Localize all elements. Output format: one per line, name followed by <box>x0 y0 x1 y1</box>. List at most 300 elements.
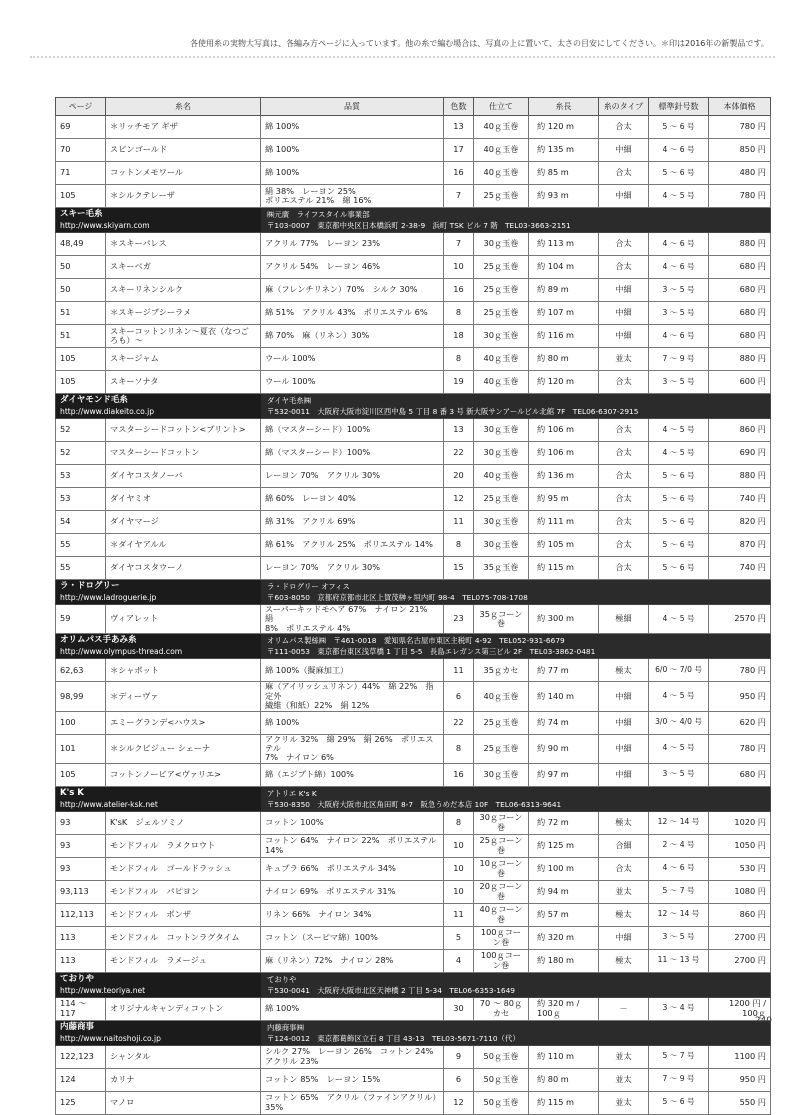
cell-length: 約 100 m <box>529 857 599 880</box>
cell-needle-size: 5 ～ 6 号 <box>649 557 709 580</box>
cell-price: 850 円 <box>709 139 771 162</box>
brand-name-block <box>56 580 261 604</box>
brand-bar <box>56 634 770 658</box>
cell-color-count: 16 <box>444 279 474 302</box>
cell-material: コットン 100% <box>261 811 444 834</box>
brand-url-link[interactable]: http://www.naitoshoji.co.jp <box>60 1033 161 1043</box>
brand-address: 〒530-0041 大阪府大阪市北区天神橋 2 丁目 5-34 TEL06-6353-1649 <box>267 985 516 995</box>
cell-material: アクリル 32% 綿 29% 絹 26% ポリエステル 7% ナイロン 6% <box>261 734 444 763</box>
cell-page: 54 <box>56 511 106 534</box>
cell-length: 約 94 m <box>529 880 599 903</box>
cell-material: 麻（リネン）72% ナイロン 28% <box>261 949 444 972</box>
cell-page: 71 <box>56 162 106 185</box>
cell-yarn-type: 合太 <box>599 488 649 511</box>
cell-yarn-name: ＊スキーパレス <box>106 233 261 256</box>
brand-company: 内藤商事㈱ <box>267 1022 304 1032</box>
table-row <box>56 949 771 972</box>
brand-contact-info <box>261 208 770 232</box>
cell-finish: 30ｇ玉巻 <box>474 511 529 534</box>
brand-bar <box>56 580 770 604</box>
cell-needle-size: 12 ～ 14 号 <box>649 903 709 926</box>
cell-color-count: 10 <box>444 834 474 857</box>
cell-material: 綿 100% <box>261 116 444 139</box>
cell-needle-size: 5 ～ 6 号 <box>649 534 709 557</box>
col-header-page: ページ <box>56 98 106 116</box>
table-row <box>56 233 771 256</box>
cell-color-count: 10 <box>444 857 474 880</box>
table-row <box>56 903 771 926</box>
cell-price: 860 円 <box>709 419 771 442</box>
cell-price: 870 円 <box>709 534 771 557</box>
cell-color-count: 11 <box>444 511 474 534</box>
cell-color-count: 18 <box>444 325 474 348</box>
table-row <box>56 734 771 763</box>
table-body <box>56 116 771 1115</box>
cell-needle-size: 5 ～ 6 号 <box>649 488 709 511</box>
cell-finish: 50ｇ玉巻 <box>474 1068 529 1091</box>
cell-length: 約 107 m <box>529 302 599 325</box>
cell-color-count: 7 <box>444 233 474 256</box>
cell-material: ナイロン 69% ポリエステル 31% <box>261 880 444 903</box>
cell-yarn-type: 中細 <box>599 279 649 302</box>
cell-length: 約 320 m <box>529 926 599 949</box>
cell-color-count: 11 <box>444 903 474 926</box>
cell-finish: 20ｇコーン巻 <box>474 880 529 903</box>
cell-finish: 25ｇ玉巻 <box>474 256 529 279</box>
cell-needle-size: 12 ～ 14 号 <box>649 811 709 834</box>
cell-yarn-name: モンドフィル ゴールドラッシュ <box>106 857 261 880</box>
cell-yarn-type: 中細 <box>599 711 649 734</box>
table-row <box>56 465 771 488</box>
brand-company: ダイヤ毛糸㈱ <box>267 396 312 405</box>
cell-material: 綿（マスターシード）100% <box>261 442 444 465</box>
cell-length: 約 77 m <box>529 659 599 682</box>
brand-contact-info <box>261 394 770 418</box>
table-row <box>56 279 771 302</box>
brand-address: 〒111-0053 東京都台東区浅草橋 1 丁目 5-5 長島エレガンス第三ビル 2F TEL03-3862-0481 <box>267 647 596 657</box>
cell-needle-size: 3 ～ 4 号 <box>649 997 709 1020</box>
cell-yarn-type: 極太 <box>599 811 649 834</box>
cell-price: 950 円 <box>709 1068 771 1091</box>
cell-page: 125 <box>56 1091 106 1114</box>
cell-length: 約 74 m <box>529 711 599 734</box>
cell-color-count: 10 <box>444 256 474 279</box>
cell-needle-size: 5 ～ 6 号 <box>649 116 709 139</box>
cell-page: 93,113 <box>56 880 106 903</box>
cell-yarn-name: エミーグランデ<ハウス> <box>106 711 261 734</box>
cell-finish: 40ｇ玉巻 <box>474 162 529 185</box>
cell-length: 約 85 m <box>529 162 599 185</box>
cell-length: 約 115 m <box>529 1091 599 1114</box>
cell-yarn-type: 合太 <box>599 256 649 279</box>
brand-url-link[interactable]: http://www.ladroguerie.jp <box>60 593 157 602</box>
table-row <box>56 1091 771 1114</box>
cell-length: 約 113 m <box>529 233 599 256</box>
table-row <box>56 1068 771 1091</box>
cell-yarn-name: ＊ディーヴァ <box>106 682 261 711</box>
table-row <box>56 139 771 162</box>
cell-needle-size: 7 ～ 9 号 <box>649 348 709 371</box>
brand-company: オリムパス製絲㈱ 〒461-0018 愛知県名古屋市東区主税町 4-92 TEL052-931-6679 <box>267 636 565 646</box>
brand-name-block <box>56 973 261 997</box>
cell-yarn-name: スキーコットンリネン～夏衣（なつごろも）～ <box>106 325 261 348</box>
cell-needle-size: 4 ～ 6 号 <box>649 857 709 880</box>
cell-needle-size: 3/0 ～ 4/0 号 <box>649 711 709 734</box>
cell-material: 綿 100% <box>261 139 444 162</box>
cell-yarn-type: 並太 <box>599 1091 649 1114</box>
cell-price: 880 円 <box>709 233 771 256</box>
cell-finish: 10ｇコーン巻 <box>474 857 529 880</box>
cell-yarn-type: 合太 <box>599 557 649 580</box>
cell-finish: 100ｇコーン巻 <box>474 949 529 972</box>
brand-name: 内藤商事 <box>60 1021 95 1032</box>
cell-color-count: 6 <box>444 1068 474 1091</box>
table-row <box>56 811 771 834</box>
cell-page: 69 <box>56 116 106 139</box>
brand-url-link[interactable]: http://www.atelier-ksk.net <box>60 799 158 809</box>
cell-material: スーパーキッドモヘア 67% ナイロン 21% 絹 8% ポリエステル 4% <box>261 605 444 634</box>
cell-price: 530 円 <box>709 857 771 880</box>
col-header-colors: 色数 <box>444 98 474 116</box>
table-row <box>56 488 771 511</box>
cell-page: 53 <box>56 465 106 488</box>
cell-finish: 35ｇコーン巻 <box>474 605 529 634</box>
cell-price: 620 円 <box>709 711 771 734</box>
cell-page: 55 <box>56 557 106 580</box>
brand-header-row <box>56 208 771 233</box>
cell-yarn-type: 中細 <box>599 734 649 763</box>
cell-page: 124 <box>56 1068 106 1091</box>
brand-url-link[interactable]: http://www.teoriya.net <box>60 985 146 995</box>
table-row <box>56 659 771 682</box>
brand-address: 〒532-0011 大阪府大阪市淀川区西中島 5 丁目 8 番 3 号 新大阪サンアールビル北館 7F TEL06-6307-2915 <box>267 407 639 416</box>
table-row <box>56 557 771 580</box>
page-number: 240 <box>754 1016 772 1026</box>
cell-price: 880 円 <box>709 348 771 371</box>
cell-length: 約 135 m <box>529 139 599 162</box>
cell-yarn-name: モンドフィル パピヨン <box>106 880 261 903</box>
cell-color-count: 23 <box>444 605 474 634</box>
cell-material: アクリル 54% レーヨン 46% <box>261 256 444 279</box>
cell-length: 約 106 m <box>529 442 599 465</box>
cell-page: 114 ～ 117 <box>56 997 106 1020</box>
cell-yarn-type: 極太 <box>599 659 649 682</box>
cell-finish: 50ｇ玉巻 <box>474 1045 529 1068</box>
brand-header-row <box>56 634 771 659</box>
cell-length: 約 180 m <box>529 949 599 972</box>
col-header-price: 本体価格 <box>709 98 771 116</box>
cell-page: 105 <box>56 371 106 394</box>
cell-color-count: 16 <box>444 763 474 786</box>
cell-finish: 30ｇ玉巻 <box>474 442 529 465</box>
cell-needle-size: 5 ～ 6 号 <box>649 1091 709 1114</box>
cell-yarn-name: カリナ <box>106 1068 261 1091</box>
cell-price: 880 円 <box>709 465 771 488</box>
cell-yarn-type: 中細 <box>599 185 649 208</box>
cell-yarn-name: ＊シルクビジュー シェーナ <box>106 734 261 763</box>
cell-yarn-type: 合太 <box>599 465 649 488</box>
cell-needle-size: 5 ～ 7 号 <box>649 880 709 903</box>
cell-material: 麻（フレンチリネン）70% シルク 30% <box>261 279 444 302</box>
cell-needle-size: 6/0 ～ 7/0 号 <box>649 659 709 682</box>
cell-length: 約 125 m <box>529 834 599 857</box>
cell-length: 約 80 m <box>529 348 599 371</box>
brand-contact-info <box>261 580 770 604</box>
cell-finish: 30ｇ玉巻 <box>474 534 529 557</box>
cell-material: リネン 66% ナイロン 34% <box>261 903 444 926</box>
cell-color-count: 8 <box>444 534 474 557</box>
cell-price: 550 円 <box>709 1091 771 1114</box>
cell-yarn-name: スキージャム <box>106 348 261 371</box>
cell-finish: 40ｇ玉巻 <box>474 139 529 162</box>
cell-needle-size: 5 ～ 6 号 <box>649 511 709 534</box>
cell-finish: 100ｇコーン巻 <box>474 926 529 949</box>
cell-price: 780 円 <box>709 185 771 208</box>
cell-material: 綿 31% アクリル 69% <box>261 511 444 534</box>
cell-page: 59 <box>56 605 106 634</box>
table-row <box>56 605 771 634</box>
cell-length: 約 110 m <box>529 1045 599 1068</box>
cell-yarn-type: － <box>599 997 649 1020</box>
brand-address: 〒124-0012 東京都葛飾区立石 8 丁目 43-13 TEL03-5671-7110（代） <box>267 1033 520 1043</box>
cell-finish: 30ｇ玉巻 <box>474 419 529 442</box>
cell-needle-size: 4 ～ 6 号 <box>649 233 709 256</box>
cell-finish: 25ｇ玉巻 <box>474 711 529 734</box>
cell-color-count: 22 <box>444 442 474 465</box>
col-header-length: 糸長 <box>529 98 599 116</box>
cell-length: 約 57 m <box>529 903 599 926</box>
brand-name: オリムパス手あみ糸 <box>60 635 137 646</box>
cell-yarn-name: ダイヤコスタウーノ <box>106 557 261 580</box>
cell-finish: 40ｇ玉巻 <box>474 682 529 711</box>
cell-yarn-name: ＊シャボット <box>106 659 261 682</box>
cell-needle-size: 4 ～ 6 号 <box>649 256 709 279</box>
brand-name: ラ・ドログリー <box>60 581 120 591</box>
cell-finish: 25ｇコーン巻 <box>474 834 529 857</box>
cell-material: 綿 100%（擬麻加工） <box>261 659 444 682</box>
cell-price: 740 円 <box>709 557 771 580</box>
cell-price: 780 円 <box>709 734 771 763</box>
cell-color-count: 5 <box>444 926 474 949</box>
cell-yarn-type: 合太 <box>599 233 649 256</box>
cell-price: 950 円 <box>709 682 771 711</box>
cell-material: 綿 61% アクリル 25% ポリエステル 14% <box>261 534 444 557</box>
cell-material: コットン 64% ナイロン 22% ポリエステル 14% <box>261 834 444 857</box>
cell-color-count: 12 <box>444 1091 474 1114</box>
cell-page: 51 <box>56 302 106 325</box>
cell-price: 480 円 <box>709 162 771 185</box>
cell-needle-size: 5 ～ 6 号 <box>649 465 709 488</box>
cell-material: 綿 100% <box>261 711 444 734</box>
brand-url-link[interactable]: http://www.diakeito.co.jp <box>60 407 155 416</box>
cell-page: 51 <box>56 325 106 348</box>
brand-address: 〒103-0007 東京都中央区日本橋浜町 2-38-9 浜町 TSK ビル 7 階 TEL03-3663-2151 <box>267 221 571 230</box>
cell-finish: 40ｇ玉巻 <box>474 371 529 394</box>
brand-bar <box>56 787 770 811</box>
brand-contact-info <box>261 787 770 811</box>
brand-name-block <box>56 634 261 658</box>
cell-yarn-name: コットンメモワール <box>106 162 261 185</box>
cell-yarn-name: マスターシードコットン <box>106 442 261 465</box>
cell-yarn-type: 並太 <box>599 1045 649 1068</box>
cell-yarn-name: スピンゴールド <box>106 139 261 162</box>
cell-needle-size: 4 ～ 5 号 <box>649 185 709 208</box>
cell-length: 約 120 m <box>529 371 599 394</box>
cell-price: 600 円 <box>709 371 771 394</box>
cell-page: 93 <box>56 811 106 834</box>
cell-length: 約 72 m <box>529 811 599 834</box>
table-row <box>56 302 771 325</box>
cell-material: ウール 100% <box>261 348 444 371</box>
table-row <box>56 419 771 442</box>
cell-finish: 30ｇ玉巻 <box>474 325 529 348</box>
cell-yarn-type: 合太 <box>599 419 649 442</box>
brand-name-block <box>56 208 261 232</box>
cell-page: 52 <box>56 419 106 442</box>
cell-color-count: 12 <box>444 488 474 511</box>
cell-price: 690 円 <box>709 442 771 465</box>
cell-needle-size: 3 ～ 5 号 <box>649 371 709 394</box>
col-header-needle: 標準針号数 <box>649 98 709 116</box>
cell-needle-size: 4 ～ 6 号 <box>649 139 709 162</box>
cell-length: 約 104 m <box>529 256 599 279</box>
brand-company: ㈱元廣 ライフスタイル事業部 <box>267 210 370 219</box>
cell-needle-size: 4 ～ 5 号 <box>649 605 709 634</box>
cell-needle-size: 5 ～ 6 号 <box>649 162 709 185</box>
brand-header-row <box>56 580 771 605</box>
brand-url-link[interactable]: http://www.skiyarn.com <box>60 221 150 230</box>
table-row <box>56 185 771 208</box>
cell-yarn-type: 極太 <box>599 903 649 926</box>
brand-company: ておりや <box>267 974 297 984</box>
cell-yarn-name: スキーソナタ <box>106 371 261 394</box>
cell-material: 綿 60% レーヨン 40% <box>261 488 444 511</box>
brand-address: 〒530-8350 大阪府大阪市北区角田町 8-7 阪急うめだ本店 10F TEL06-6313-9641 <box>267 799 562 809</box>
cell-price: 680 円 <box>709 763 771 786</box>
cell-yarn-type: 極太 <box>599 949 649 972</box>
cell-yarn-name: ＊シルクテレーザ <box>106 185 261 208</box>
table-row <box>56 325 771 348</box>
cell-yarn-name: シャンタル <box>106 1045 261 1068</box>
cell-color-count: 20 <box>444 465 474 488</box>
table-row <box>56 162 771 185</box>
cell-price: 1020 円 <box>709 811 771 834</box>
cell-color-count: 30 <box>444 997 474 1020</box>
cell-yarn-name: ヴィアレット <box>106 605 261 634</box>
table-row <box>56 256 771 279</box>
cell-needle-size: 4 ～ 5 号 <box>649 419 709 442</box>
table-row <box>56 997 771 1020</box>
cell-length: 約 80 m <box>529 1068 599 1091</box>
cell-price: 1050 円 <box>709 834 771 857</box>
cell-material: コットン 85% レーヨン 15% <box>261 1068 444 1091</box>
cell-page: 105 <box>56 185 106 208</box>
cell-material: 綿 70% 麻（リネン）30% <box>261 325 444 348</box>
cell-color-count: 16 <box>444 162 474 185</box>
brand-company: アトリエ K's K <box>267 788 317 798</box>
cell-yarn-type: 合太 <box>599 162 649 185</box>
cell-yarn-type: 合太 <box>599 442 649 465</box>
cell-color-count: 22 <box>444 711 474 734</box>
table-row <box>56 442 771 465</box>
cell-yarn-name: オリジナルキャンディコットン <box>106 997 261 1020</box>
cell-price: 680 円 <box>709 279 771 302</box>
brand-name-block <box>56 787 261 811</box>
cell-length: 約 120 m <box>529 116 599 139</box>
cell-material: シルク 27% レーヨン 26% コットン 24% アクリル 23% <box>261 1045 444 1068</box>
cell-yarn-name: マノロ <box>106 1091 261 1114</box>
table-row <box>56 348 771 371</box>
cell-finish: 25ｇ玉巻 <box>474 734 529 763</box>
table-row <box>56 711 771 734</box>
cell-color-count: 8 <box>444 734 474 763</box>
cell-yarn-type: 中細 <box>599 302 649 325</box>
cell-finish: 25ｇ玉巻 <box>474 279 529 302</box>
brand-url-link[interactable]: http://www.olympus-thread.com <box>60 647 183 657</box>
cell-finish: 30ｇコーン巻 <box>474 811 529 834</box>
brand-contact-info <box>261 634 770 658</box>
cell-finish: 30ｇ玉巻 <box>474 763 529 786</box>
cell-yarn-name: コットンノービア<ヴァリエ> <box>106 763 261 786</box>
cell-color-count: 6 <box>444 682 474 711</box>
cell-price: 2700 円 <box>709 949 771 972</box>
cell-needle-size: 2 ～ 4 号 <box>649 834 709 857</box>
cell-finish: 40ｇ玉巻 <box>474 116 529 139</box>
cell-yarn-name: マスターシードコットン<プリント> <box>106 419 261 442</box>
cell-page: 105 <box>56 348 106 371</box>
col-header-material: 品質 <box>261 98 444 116</box>
cell-finish: 35ｇ玉巻 <box>474 557 529 580</box>
cell-finish: 40ｇ玉巻 <box>474 348 529 371</box>
cell-yarn-type: 合太 <box>599 511 649 534</box>
col-header-type: 糸のタイプ <box>599 98 649 116</box>
cell-price: 680 円 <box>709 256 771 279</box>
cell-finish: 25ｇ玉巻 <box>474 488 529 511</box>
cell-material: レーヨン 70% アクリル 30% <box>261 465 444 488</box>
cell-needle-size: 5 ～ 7 号 <box>649 1045 709 1068</box>
cell-finish: 40ｇコーン巻 <box>474 903 529 926</box>
brand-contact-info <box>261 1021 770 1045</box>
cell-price: 860 円 <box>709 903 771 926</box>
table-row <box>56 371 771 394</box>
cell-length: 約 89 m <box>529 279 599 302</box>
cell-finish: 25ｇ玉巻 <box>474 302 529 325</box>
cell-color-count: 13 <box>444 116 474 139</box>
yarn-table <box>55 97 771 1115</box>
cell-page: 93 <box>56 857 106 880</box>
cell-yarn-type: 中細 <box>599 325 649 348</box>
cell-needle-size: 11 ～ 13 号 <box>649 949 709 972</box>
cell-material: レーヨン 70% アクリル 30% <box>261 557 444 580</box>
brand-bar <box>56 973 770 997</box>
dotted-divider <box>30 56 775 58</box>
table-row <box>56 534 771 557</box>
cell-yarn-name: モンドフィル ボンザ <box>106 903 261 926</box>
cell-needle-size: 3 ～ 5 号 <box>649 926 709 949</box>
cell-color-count: 7 <box>444 185 474 208</box>
cell-material: 麻（アイリッシュリネン）44% 綿 22% 指定外 繊維（和紙）22% 絹 12% <box>261 682 444 711</box>
cell-page: 98,99 <box>56 682 106 711</box>
cell-length: 約 300 m <box>529 605 599 634</box>
cell-yarn-name: ダイヤコスタノーバ <box>106 465 261 488</box>
cell-needle-size: 3 ～ 5 号 <box>649 302 709 325</box>
cell-price: 680 円 <box>709 325 771 348</box>
cell-yarn-type: 合太 <box>599 116 649 139</box>
cell-yarn-name: モンドフィル コットンラグタイム <box>106 926 261 949</box>
cell-color-count: 8 <box>444 302 474 325</box>
cell-material: 綿（マスターシード）100% <box>261 419 444 442</box>
cell-page: 122,123 <box>56 1045 106 1068</box>
